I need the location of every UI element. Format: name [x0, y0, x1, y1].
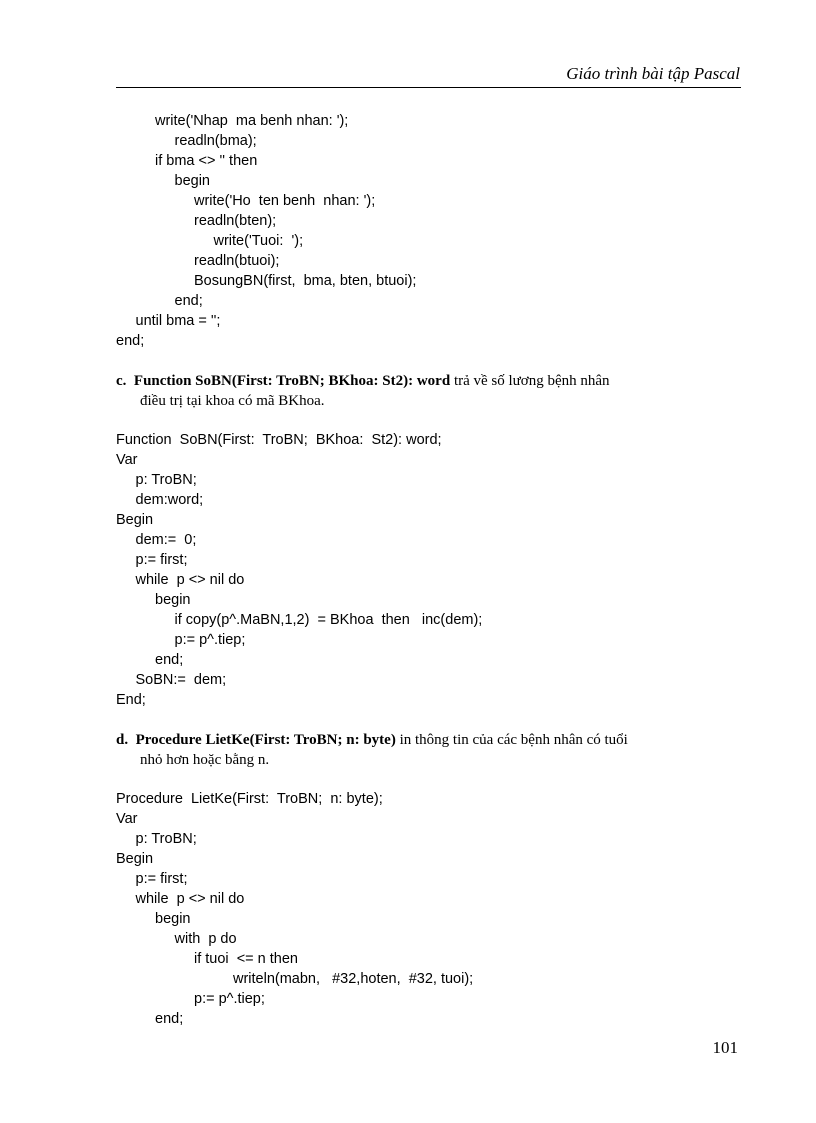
page-number: 101 [712, 1038, 738, 1057]
code-block-input-loop [116, 111, 416, 351]
code-line: writeln(mabn, #32,hoten, #32, tuoi); [233, 971, 474, 987]
code-line: p:= p^.tiep; [194, 991, 265, 1007]
code-block-sobn [116, 430, 482, 710]
code-line: if copy(p^.MaBN,1,2) = BKhoa then inc(dem); [174, 612, 483, 628]
code-line: BosungBN(first, bma, bten, btuoi); [194, 273, 417, 289]
item-d-desc-line1: in thông tin của các bệnh nhân có tuổi [399, 732, 628, 748]
running-header-title: Giáo trình bài tập Pascal [566, 64, 740, 83]
code-line: Var [116, 811, 138, 827]
code-line: write('Tuoi: '); [213, 233, 304, 249]
item-d-desc-line2: nhỏ hơn hoặc bằng n. [140, 752, 270, 768]
item-c-signature: Function SoBN(First: TroBN; BKhoa: St2): word [133, 373, 451, 389]
code-line: p:= first; [135, 552, 188, 568]
code-line: p: TroBN; [135, 472, 197, 488]
code-line: end; [155, 1011, 184, 1027]
code-line: p:= first; [135, 871, 188, 887]
item-c-desc-line2: điều trị tại khoa có mã BKhoa. [140, 393, 325, 409]
item-d-signature: Procedure LietKe(First: TroBN; n: byte) [135, 732, 396, 748]
code-line: begin [174, 173, 210, 189]
item-d-description [116, 730, 741, 770]
code-line: SoBN:= dem; [135, 672, 227, 688]
header-rule [116, 87, 741, 88]
code-block-lietke [116, 789, 473, 1029]
code-line: while p <> nil do [135, 572, 245, 588]
code-line: while p <> nil do [135, 891, 245, 907]
code-line: if tuoi <= n then [194, 951, 298, 967]
code-line: write('Nhap ma benh nhan: '); [155, 113, 349, 129]
code-line: end; [174, 293, 203, 309]
code-line: readln(bma); [174, 133, 257, 149]
code-line: p:= p^.tiep; [174, 632, 246, 648]
code-line: p: TroBN; [135, 831, 197, 847]
code-line: End; [116, 692, 146, 708]
code-line: with p do [174, 931, 237, 947]
code-line: end; [116, 333, 145, 349]
code-line: dem:= 0; [135, 532, 197, 548]
code-line: begin [155, 911, 191, 927]
code-line: Begin [116, 851, 154, 867]
code-line: dem:word; [135, 492, 204, 508]
code-line: Begin [116, 512, 154, 528]
item-c-description [116, 371, 741, 411]
code-line: Procedure LietKe(First: TroBN; n: byte); [116, 791, 383, 807]
item-d-marker: d. [116, 732, 129, 748]
code-line: until bma = ''; [135, 313, 221, 329]
code-line: begin [155, 592, 191, 608]
code-line: write('Ho ten benh nhan: '); [194, 193, 376, 209]
code-line: Function SoBN(First: TroBN; BKhoa: St2): word; [116, 432, 442, 448]
code-line: if bma <> '' then [155, 153, 258, 169]
code-line: readln(bten); [194, 213, 277, 229]
code-line: Var [116, 452, 138, 468]
item-c-marker: c. [116, 373, 127, 389]
code-line: end; [155, 652, 184, 668]
code-line: readln(btuoi); [194, 253, 280, 269]
item-c-desc-line1: trả về số lương bệnh nhân [453, 373, 610, 389]
